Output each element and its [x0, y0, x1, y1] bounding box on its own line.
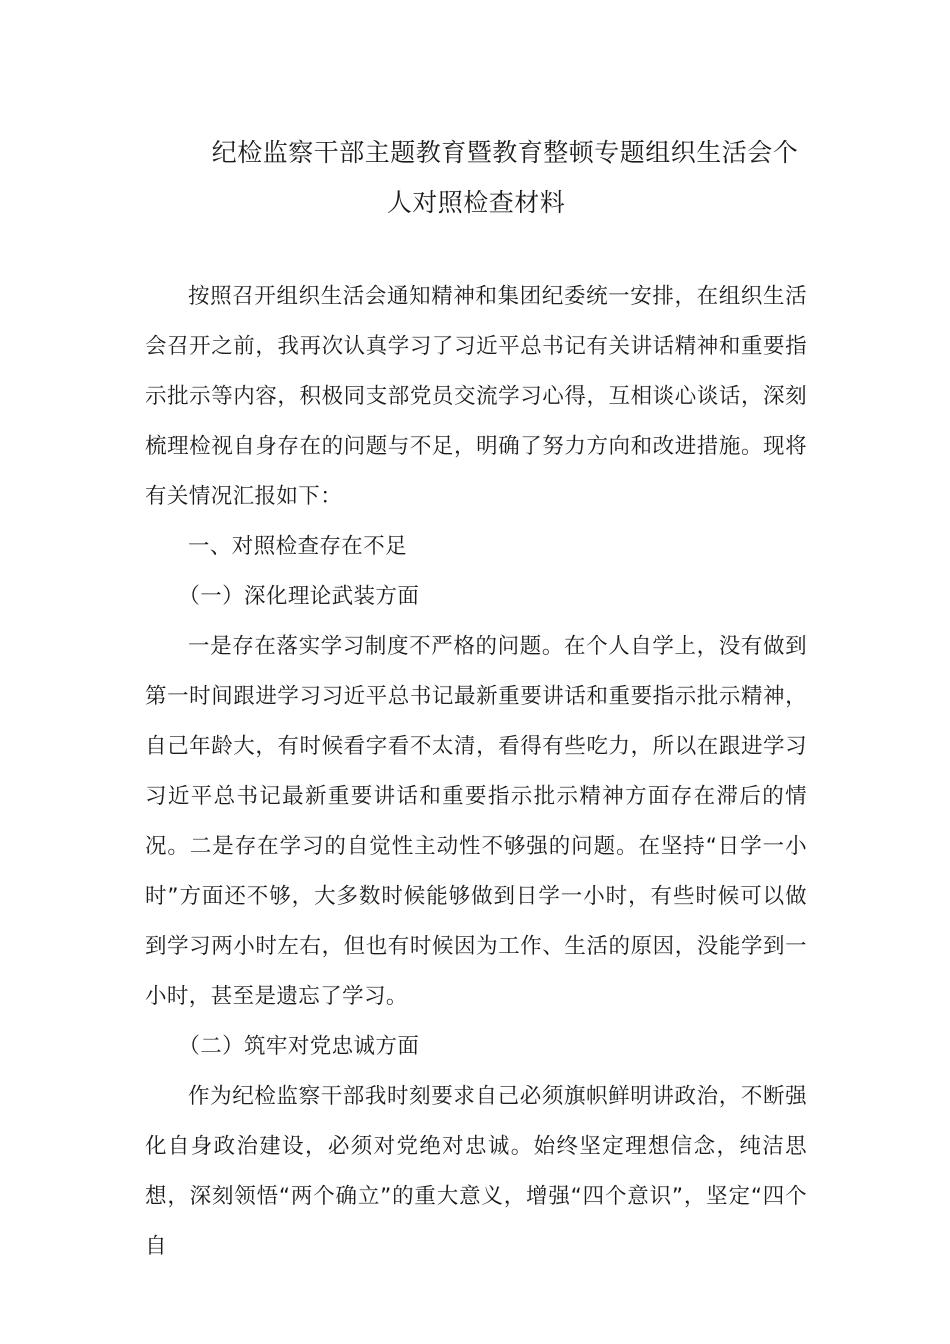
- document-body: [145, 272, 807, 1272]
- document-title-line-2: 人对照检查材料: [386, 188, 566, 217]
- section-heading-1: 一、对照检查存在不足: [188, 534, 408, 559]
- subsection-1-paragraph: 一是存在落实学习制度不严格的问题。在个人自学上，没有做到第一时间跟进学习习近平总书记最新重要讲话和重要指示批示精神，自己年龄大，有时候看字看不太清，看得有些吃力，所以在跟进学习习近平总书记最新重要讲话和重要指示批示精神方面存在滞后的情况。二是存在学习的自觉性主动性不够强的问题。在坚持“日学一小时”方面还不够，大多数时候能够做到日学一小时，有些时候可以做到学习两小时左右，但也有时候因为工作、生活的原因，没能学到一小时，甚至是遗忘了学习。: [145, 634, 807, 1009]
- subsection-2-paragraph: 作为纪检监察干部我时刻要求自己必须旗帜鲜明讲政治，不断强化自身政治建设，必须对党绝对忠诚。始终坚定理想信念，纯洁思想，深刻领悟“两个确立”的重大意义，增强“四个意识”，坚定“四个自: [145, 1084, 807, 1259]
- subsection-heading-2: （二）筑牢对党忠诚方面: [178, 1034, 420, 1059]
- intro-paragraph: 按照召开组织生活会通知精神和集团纪委统一安排，在组织生活会召开之前，我再次认真学习了习近平总书记有关讲话精神和重要指示批示等内容，积极同支部党员交流学习心得，互相谈心谈话，深刻梳理检视自身存在的问题与不足，明确了努力方向和改进措施。现将有关情况汇报如下：: [145, 284, 807, 509]
- document-title-line-1: 纪检监察干部主题教育暨教育整顿专题组织生活会个: [211, 138, 799, 167]
- subsection-heading-1: （一）深化理论武装方面: [178, 584, 420, 609]
